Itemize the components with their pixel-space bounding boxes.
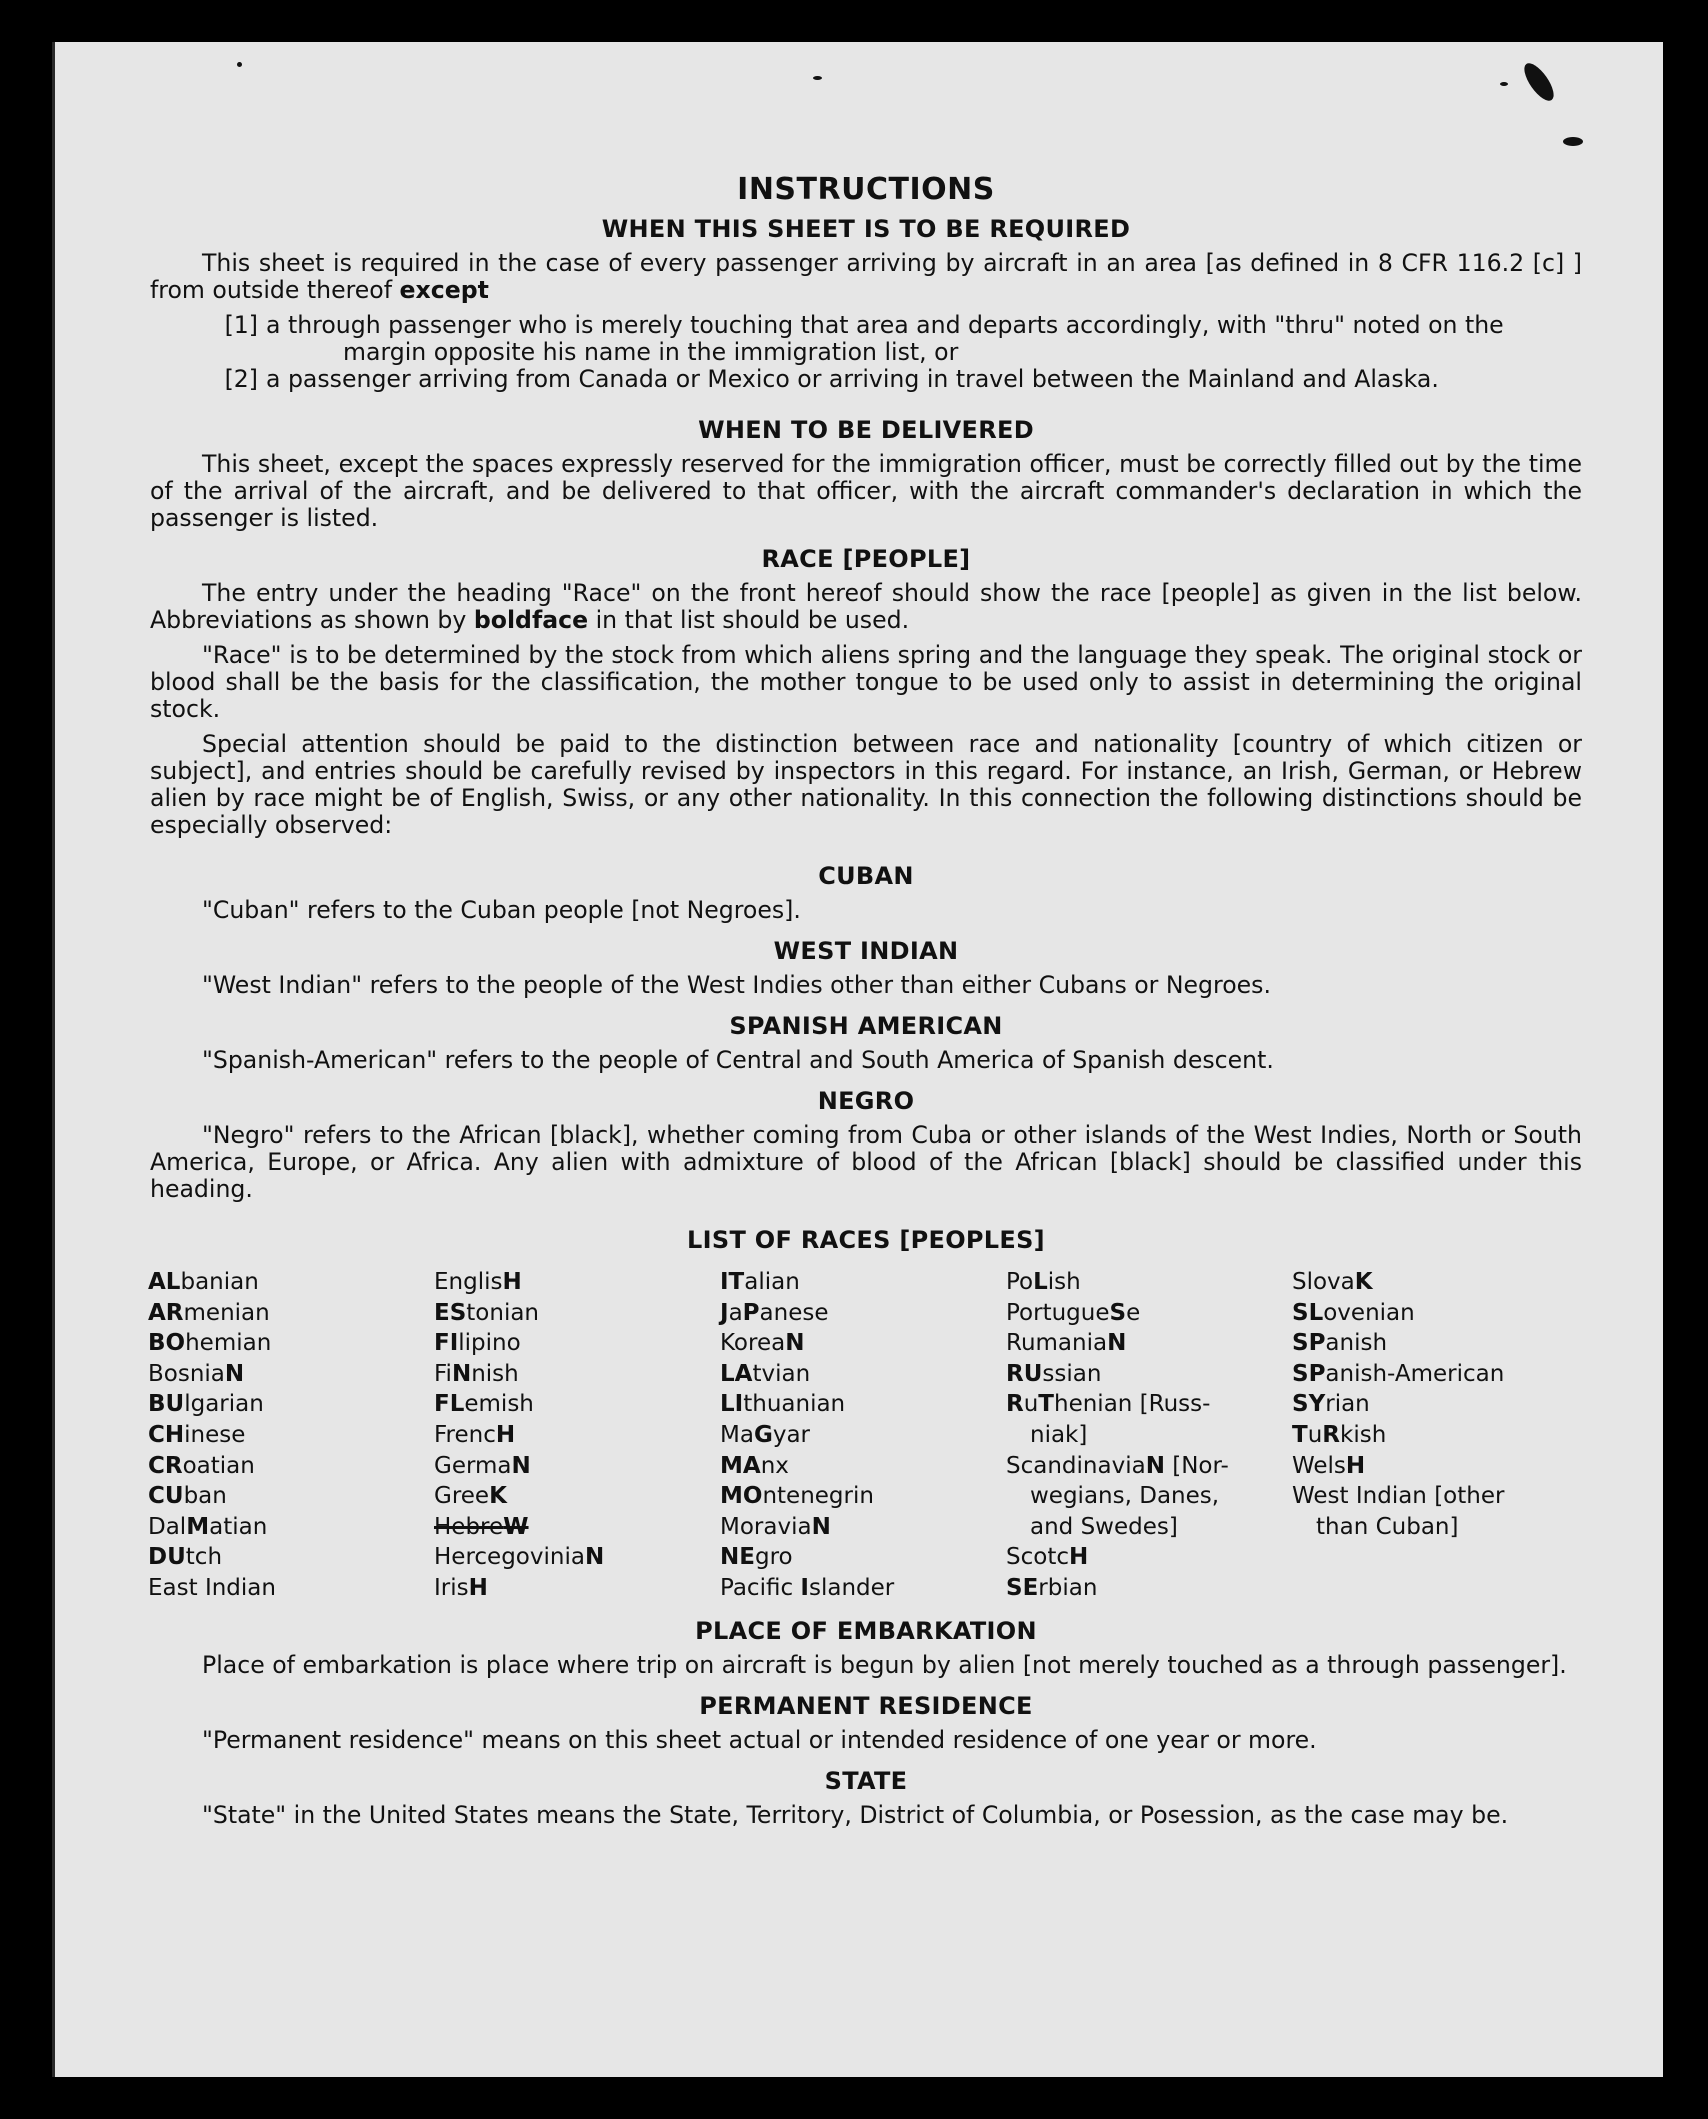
instructions-content (150, 132, 1582, 1837)
race-entry: FLemish (434, 1391, 534, 1418)
race-entry: RumaniaN (1006, 1330, 1127, 1357)
race-entry: FiNnish (434, 1360, 519, 1387)
race-entry: CHinese (148, 1421, 246, 1448)
races-column (720, 1267, 1006, 1604)
section-heading-required: WHEN THIS SHEET IS TO BE REQUIRED (601, 215, 1131, 243)
ink-speck (1500, 82, 1508, 86)
race-entry: RUssian (1006, 1360, 1102, 1387)
negro-text: "Negro" refers to the African [black], whether coming from Cuba or other islands of the West Indies, North or South America, Europe, or Africa. Any alien with admixture of blood of the African [black] should be classified under this heading. (150, 1121, 1582, 1203)
race-entry: niak] (1030, 1421, 1088, 1448)
state-text: "State" in the United States means the State, Territory, District of Columbia, or Posession, as the case may be. (202, 1800, 1509, 1829)
races-column (1292, 1267, 1578, 1604)
race-entry: DUtch (148, 1544, 223, 1571)
race-entry: PortugueSe (1006, 1299, 1141, 1326)
exception-item: [1] a through passenger who is merely touching that area and departs accordingly, with "thru" noted on the margin opposite his name in the immigration list, or (224, 311, 1504, 366)
race-entry: GermaN (434, 1452, 531, 1479)
race-paragraph-1: The entry under the heading "Race" on the front hereof should show the race [people] as given in the list below. Abbreviations as shown by boldface in that list should be used. (150, 579, 1582, 634)
embarkation-text: Place of embarkation is place where trip on aircraft is begun by alien [not merely touched as a through passenger]. (202, 1650, 1567, 1679)
race-entry: BOhemian (148, 1330, 272, 1357)
race-entry: FIlipino (434, 1330, 521, 1357)
race-entry: wegians, Danes, (1030, 1483, 1220, 1510)
race-entry: JaPanese (720, 1299, 829, 1326)
race-entry: than Cuban] (1316, 1513, 1459, 1540)
section-heading-state: STATE (824, 1766, 908, 1795)
race-entry: ALbanian (148, 1269, 259, 1295)
race-entry: IrisH (434, 1574, 488, 1601)
races-column (1006, 1267, 1292, 1604)
race-entry: MaGyar (720, 1421, 811, 1448)
race-entry: MOntenegrin (720, 1483, 874, 1510)
ink-speck (813, 76, 822, 80)
race-entry: SLovenian (1292, 1299, 1415, 1326)
races-list (148, 1267, 1582, 1604)
race-entry: FrencH (434, 1421, 516, 1448)
race-entry: KoreaN (720, 1330, 805, 1357)
race-entry: West Indian [other (1292, 1483, 1505, 1510)
exception-item: [2] a passenger arriving from Canada or Mexico or arriving in travel between the Mainland and Alaska. (224, 365, 1439, 393)
race-entry: ITalian (720, 1269, 800, 1295)
race-entry: DalMatian (148, 1513, 268, 1540)
race-entry: LIthuanian (720, 1391, 846, 1418)
spanish-american-text: "Spanish-American" refers to the people of Central and South America of Spanish descent. (202, 1046, 1274, 1074)
race-entry: RuThenian [Russ- (1006, 1391, 1211, 1418)
race-entry: BosniaN (148, 1360, 245, 1387)
section-heading-residence: PERMANENT RESIDENCE (699, 1691, 1033, 1720)
race-entry: and Swedes] (1030, 1513, 1178, 1540)
section-heading-cuban: CUBAN (818, 862, 914, 890)
delivered-text: This sheet, except the spaces expressly reserved for the immigration officer, must be correctly filled out by the time of the arrival of the aircraft, and be delivered to that officer, with the aircraft commander's declaration in which the passenger is listed. (150, 450, 1582, 532)
race-entry: SErbian (1006, 1574, 1098, 1601)
race-entry: ScandinaviaN [Nor- (1006, 1452, 1229, 1479)
race-entry: SlovaK (1292, 1269, 1373, 1295)
race-entry: CRoatian (148, 1452, 255, 1479)
race-entry: TuRkish (1292, 1421, 1387, 1448)
race-entry: SPanish (1292, 1330, 1388, 1357)
race-entry: HercegoviniaN (434, 1544, 605, 1571)
race-entry: EnglisH (434, 1269, 522, 1295)
race-entry: East Indian (148, 1574, 276, 1601)
section-heading-race: RACE [PEOPLE] (761, 545, 971, 573)
section-heading-spanish-american: SPANISH AMERICAN (729, 1012, 1003, 1040)
section-heading-negro: NEGRO (817, 1087, 915, 1115)
race-paragraph-3: Special attention should be paid to the distinction between race and nationality [country of which citizen or subject], and entries should be carefully revised by inspectors in this regard. For instance, an Irish, German, or Hebrew alien by race might be of English, Swiss, or any other nationality. In this connection the following distinctions should be especially observed: (150, 730, 1582, 839)
race-entry: EStonian (434, 1299, 540, 1326)
race-entry: MAnx (720, 1452, 789, 1479)
residence-text: "Permanent residence" means on this sheet actual or intended residence of one year or more. (202, 1725, 1317, 1754)
west-indian-text: "West Indian" refers to the people of the West Indies other than either Cubans or Negroes. (202, 971, 1271, 999)
race-entry: PoLish (1006, 1269, 1081, 1295)
race-entry: GreeK (434, 1483, 507, 1510)
section-heading-embarkation: PLACE OF EMBARKATION (695, 1616, 1037, 1645)
race-entry: WelsH (1292, 1452, 1366, 1479)
race-entry: CUban (148, 1483, 227, 1510)
race-entry: ARmenian (148, 1299, 270, 1326)
race-entry: Pacific Islander (720, 1574, 895, 1601)
race-entry: BUlgarian (148, 1391, 264, 1418)
cuban-text: "Cuban" refers to the Cuban people [not Negroes]. (202, 896, 801, 924)
section-heading-west-indian: WEST INDIAN (773, 937, 959, 965)
required-intro: This sheet is required in the case of every passenger arriving by aircraft in an area [as defined in 8 CFR 116.2 [c] ] from outside thereof except (150, 249, 1582, 304)
ink-speck (1519, 59, 1559, 105)
races-column (148, 1267, 434, 1604)
race-entry: SPanish-American (1292, 1360, 1505, 1387)
section-heading-races-list: LIST OF RACES [PEOPLES] (687, 1226, 1045, 1254)
race-paragraph-2: "Race" is to be determined by the stock from which aliens spring and the language they speak. The original stock or blood shall be the basis for the classification, the mother tongue to be used only to assist in determining the original stock. (150, 641, 1582, 723)
race-entry: SYrian (1292, 1391, 1370, 1418)
ink-speck (237, 62, 242, 67)
section-heading-delivered: WHEN TO BE DELIVERED (698, 416, 1034, 444)
race-entry: ScotcH (1006, 1544, 1089, 1571)
race-entry: NEgro (720, 1544, 793, 1571)
race-entry: LAtvian (720, 1360, 811, 1387)
page-title: INSTRUCTIONS (737, 172, 995, 207)
races-column (434, 1267, 720, 1604)
exception-list (150, 312, 1582, 393)
race-entry: HebreW (434, 1513, 529, 1540)
race-entry: MoraviaN (720, 1513, 831, 1540)
